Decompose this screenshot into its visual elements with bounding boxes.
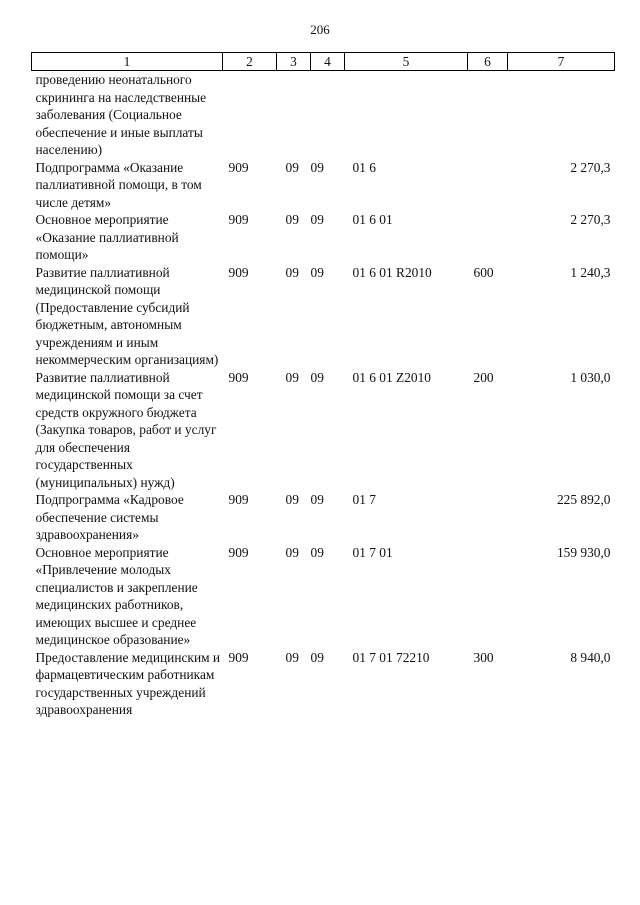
row-subsection-code: 09 xyxy=(310,369,324,385)
table-header-row xyxy=(32,53,615,71)
table-row xyxy=(32,71,615,159)
row-amount: 225 892,0 xyxy=(556,492,611,507)
row-name: проведению неонатального скрининга на наследственные заболевания (Социальное обеспечение и иные выплаты населению) xyxy=(35,72,207,157)
row-target-code: 01 6 01 R2010 xyxy=(352,264,432,280)
row-amount: 1 240,3 xyxy=(570,264,611,280)
row-name: Подпрограмма «Оказание паллиативной помощи, в том числе детям» xyxy=(35,159,202,210)
row-name: Основное мероприятие «Привлечение молодых специалистов и закрепление медицинских работников, имеющих высшее и среднее медицинское образование» xyxy=(35,544,198,647)
row-subsection-code: 09 xyxy=(310,159,324,175)
row-ministry-code: 909 xyxy=(228,264,249,280)
row-ministry-code: 909 xyxy=(228,649,249,665)
row-amount: 1 030,0 xyxy=(570,369,611,385)
table-row xyxy=(32,211,615,264)
row-amount xyxy=(508,71,615,159)
row-expense-type: 600 xyxy=(473,264,494,280)
row-subsection-code: 09 xyxy=(310,544,324,560)
table-row xyxy=(32,649,615,719)
row-ministry-code: 909 xyxy=(228,369,249,385)
row-subsection-code: 09 xyxy=(310,649,324,665)
row-expense-type xyxy=(468,159,508,212)
row-target-code: 01 7 xyxy=(352,492,376,507)
column-header-6: 6 xyxy=(468,53,508,71)
table-row xyxy=(32,544,615,649)
table-row xyxy=(32,369,615,492)
table-row xyxy=(32,264,615,369)
table-row xyxy=(32,491,615,544)
row-target-code: 01 6 01 xyxy=(352,212,393,227)
row-expense-type xyxy=(468,491,508,544)
row-subsection-code: 09 xyxy=(310,492,324,507)
row-ministry-code: 909 xyxy=(228,544,249,560)
row-section-code: 09 xyxy=(285,212,299,227)
row-amount: 2 270,3 xyxy=(570,159,611,175)
row-amount: 159 930,0 xyxy=(556,544,611,560)
column-header-4: 4 xyxy=(311,53,345,71)
row-name: Развитие паллиативной медицинской помощи за счет средств окружного бюджета (Закупка товаров, работ и услуг для обеспечения государственных (муниципальных) нужд) xyxy=(35,369,217,490)
page-number: 206 xyxy=(310,22,330,37)
row-section-code: 09 xyxy=(285,544,299,560)
column-header-5: 5 xyxy=(345,53,468,71)
row-amount: 2 270,3 xyxy=(570,212,611,227)
row-section-code: 09 xyxy=(285,369,299,385)
row-name: Развитие паллиативной медицинской помощи (Предоставление субсидий бюджетным, автономным учреждениям и иным некоммерческим организациям) xyxy=(35,264,219,367)
row-subsection-code xyxy=(311,71,345,159)
column-header-7: 7 xyxy=(508,53,615,71)
row-name: Основное мероприятие «Оказание паллиативной помощи» xyxy=(35,212,179,262)
row-expense-type: 300 xyxy=(473,649,494,665)
row-ministry-code xyxy=(223,71,277,159)
row-section-code: 09 xyxy=(285,264,299,280)
column-header-1: 1 xyxy=(32,53,223,71)
row-ministry-code: 909 xyxy=(228,159,249,175)
row-expense-type: 200 xyxy=(473,369,494,385)
row-name: Подпрограмма «Кадровое обеспечение системы здравоохранения» xyxy=(35,492,184,542)
row-expense-type xyxy=(468,544,508,649)
row-section-code xyxy=(277,71,311,159)
column-header-2: 2 xyxy=(223,53,277,71)
row-target-code: 01 7 01 72210 xyxy=(352,649,430,665)
row-ministry-code: 909 xyxy=(228,492,249,507)
row-target-code xyxy=(345,71,468,159)
row-subsection-code: 09 xyxy=(310,264,324,280)
row-section-code: 09 xyxy=(285,159,299,175)
row-section-code: 09 xyxy=(285,649,299,665)
row-name: Предоставление медицинским и фармацевтическим работникам государственных учреждений здравоохранения xyxy=(35,649,221,717)
row-target-code: 01 6 xyxy=(352,159,376,175)
row-section-code: 09 xyxy=(285,492,299,507)
row-amount: 8 940,0 xyxy=(570,649,611,665)
column-header-3: 3 xyxy=(277,53,311,71)
row-target-code: 01 7 01 xyxy=(352,544,393,560)
table-row xyxy=(32,159,615,212)
budget-table xyxy=(31,52,615,719)
row-subsection-code: 09 xyxy=(310,212,324,227)
row-target-code: 01 6 01 Z2010 xyxy=(352,369,431,385)
row-ministry-code: 909 xyxy=(228,212,249,227)
row-expense-type xyxy=(468,71,508,159)
row-expense-type xyxy=(468,211,508,264)
